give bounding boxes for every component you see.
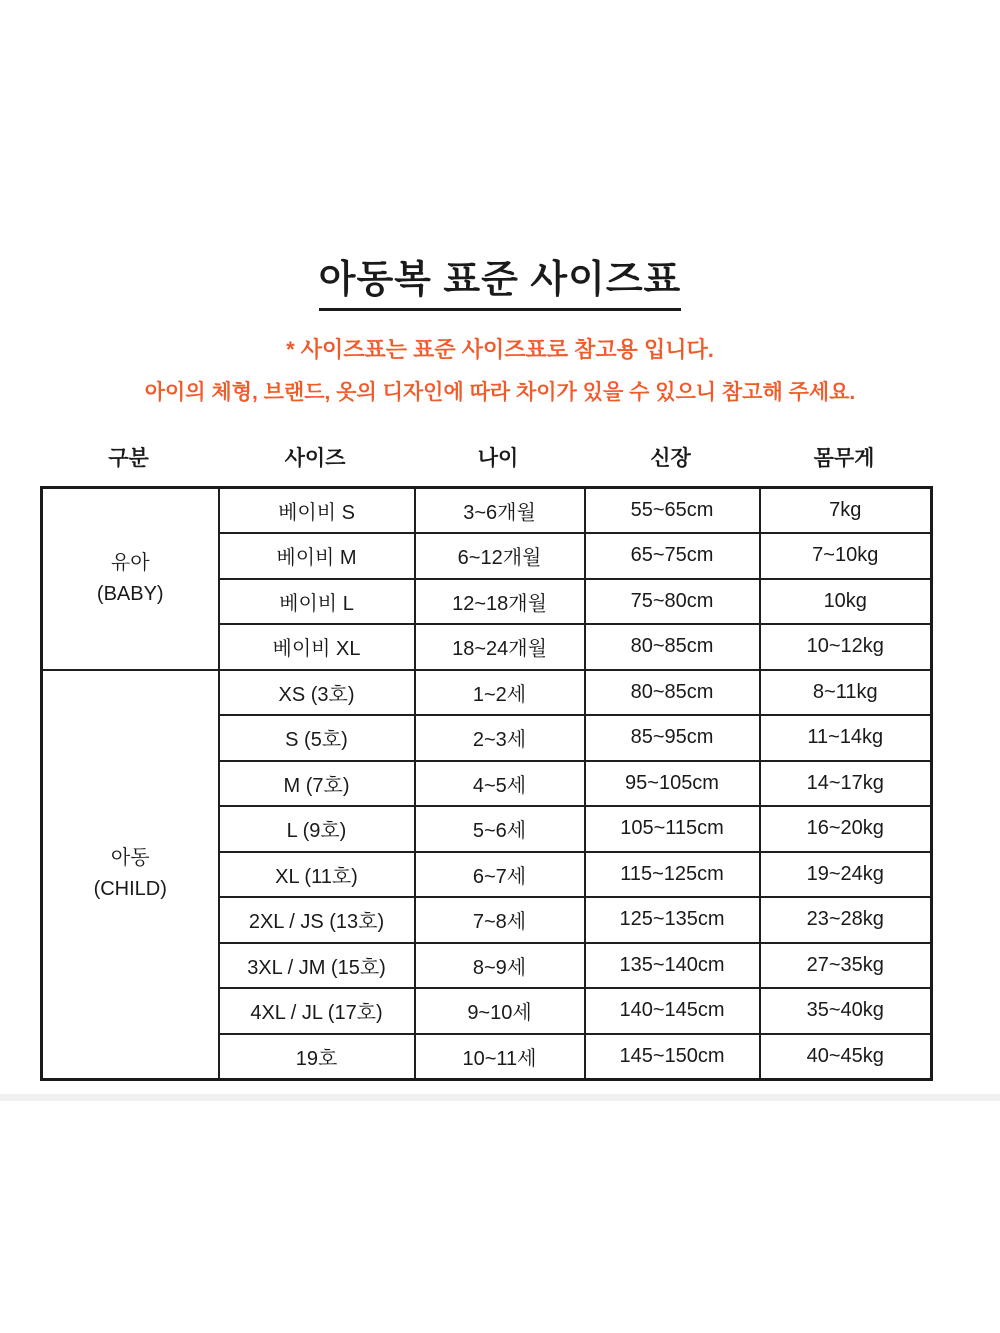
page-title: 아동복 표준 사이즈표 [319, 248, 682, 311]
height-cell: 75~80cm [585, 579, 760, 625]
table-column-headers [40, 442, 930, 486]
size-cell: XL (11호) [219, 852, 415, 898]
size-cell: 4XL / JL (17호) [219, 988, 415, 1034]
column-header-size: 사이즈 [284, 447, 346, 470]
column-header-category: 구분 [108, 447, 149, 470]
age-cell: 5~6세 [415, 806, 585, 852]
height-cell: 140~145cm [585, 988, 760, 1034]
group-label: 유아 [110, 551, 150, 574]
group-cell-1 [42, 670, 219, 1080]
size-cell: 3XL / JM (15호) [219, 943, 415, 989]
size-cell: 2XL / JS (13호) [219, 897, 415, 943]
age-cell: 4~5세 [415, 761, 585, 807]
age-cell: 18~24개월 [415, 624, 585, 670]
weight-cell: 8~11kg [760, 670, 932, 716]
age-cell: 6~7세 [415, 852, 585, 898]
height-cell: 135~140cm [585, 943, 760, 989]
size-cell: 19호 [219, 1034, 415, 1080]
weight-cell: 7~10kg [760, 533, 932, 579]
age-cell: 6~12개월 [415, 533, 585, 579]
notice-line-2: 아이의 체형, 브랜드, 옷의 디자인에 따라 차이가 있을 수 있으니 참고해 주세요. [144, 381, 856, 404]
age-cell: 3~6개월 [415, 488, 585, 534]
size-cell: 베이비 S [219, 488, 415, 534]
height-cell: 125~135cm [585, 897, 760, 943]
age-cell: 12~18개월 [415, 579, 585, 625]
height-cell: 65~75cm [585, 533, 760, 579]
column-header-height: 신장 [650, 447, 691, 470]
weight-cell: 16~20kg [760, 806, 932, 852]
size-cell: 베이비 M [219, 533, 415, 579]
size-cell: S (5호) [219, 715, 415, 761]
weight-cell: 27~35kg [760, 943, 932, 989]
page-divider-strip [0, 1094, 1000, 1101]
age-cell: 2~3세 [415, 715, 585, 761]
weight-cell: 7kg [760, 488, 932, 534]
table-row [42, 670, 932, 716]
weight-cell: 10kg [760, 579, 932, 625]
group-label-sub: (CHILD) [93, 878, 167, 900]
height-cell: 55~65cm [585, 488, 760, 534]
weight-cell: 14~17kg [760, 761, 932, 807]
age-cell: 9~10세 [415, 988, 585, 1034]
weight-cell: 35~40kg [760, 988, 932, 1034]
height-cell: 105~115cm [585, 806, 760, 852]
column-header-age: 나이 [477, 447, 519, 470]
height-cell: 85~95cm [585, 715, 760, 761]
age-cell: 1~2세 [415, 670, 585, 716]
column-header-weight: 몸무게 [813, 447, 875, 470]
group-cell-0 [42, 488, 219, 670]
age-cell: 7~8세 [415, 897, 585, 943]
size-cell: 베이비 XL [219, 624, 415, 670]
height-cell: 145~150cm [585, 1034, 760, 1080]
age-cell: 10~11세 [415, 1034, 585, 1080]
height-cell: 95~105cm [585, 761, 760, 807]
size-cell: XS (3호) [219, 670, 415, 716]
notice-line-1: * 사이즈표는 표준 사이즈표로 참고용 입니다. [286, 337, 714, 362]
weight-cell: 23~28kg [760, 897, 932, 943]
group-label-sub: (BABY) [96, 582, 164, 605]
height-cell: 80~85cm [585, 624, 760, 670]
height-cell: 115~125cm [585, 852, 760, 898]
weight-cell: 11~14kg [760, 715, 932, 761]
size-cell: L (9호) [219, 806, 415, 852]
weight-cell: 10~12kg [760, 624, 932, 670]
age-cell: 8~9세 [415, 943, 585, 989]
size-cell: 베이비 L [219, 579, 415, 625]
weight-cell: 19~24kg [760, 852, 932, 898]
table-row [42, 488, 932, 534]
size-table [40, 486, 933, 1081]
height-cell: 80~85cm [585, 670, 760, 716]
weight-cell: 40~45kg [760, 1034, 932, 1080]
group-label: 아동 [110, 847, 150, 869]
size-cell: M (7호) [219, 761, 415, 807]
